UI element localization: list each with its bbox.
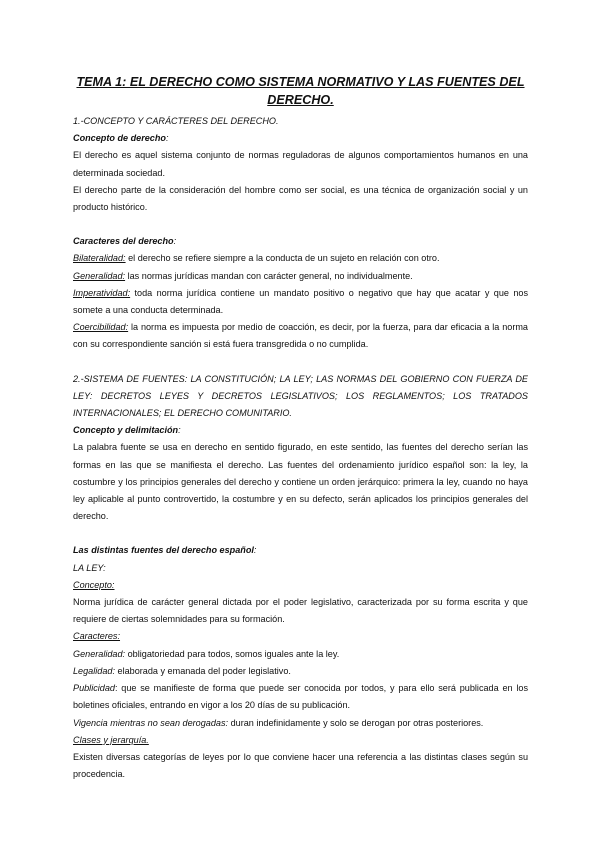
concepto-paragraph: Norma jurídica de carácter general dictada por el poder legislativo, caracterizada por su forma escrita y que requiere de ciertas solemnidades para su formación. bbox=[73, 597, 528, 625]
colon: : bbox=[165, 133, 169, 144]
ley-char-term: Vigencia mientras no sean derogadas: bbox=[73, 717, 229, 728]
ley-char-term: Generalidad: bbox=[73, 648, 126, 659]
concepto-label: Concepto: bbox=[73, 579, 115, 590]
char-item bbox=[73, 250, 528, 267]
char-text: la norma es impuesta por medio de coacción, es decir, por la fuerza, para dar eficacia a la norma con su correspondiente sanción si está fuera transgredida o no cumplida. bbox=[73, 322, 528, 350]
ley-char-item bbox=[73, 663, 528, 680]
section2-heading: 2.-SISTEMA DE FUENTES: LA CONSTITUCIÓN; LA LEY; LAS NORMAS DEL GOBIERNO CON FUERZA DE LEY: DECRETOS LEYES Y DECRETOS LEGISLATIVOS; LOS REGLAMENTOS; LOS TRATADOS INTERNACIONALES; EL DERECHO COMUNITARIO. bbox=[73, 373, 528, 419]
ley-char-text: elaborada y emanada del poder legislativo. bbox=[114, 665, 291, 676]
spacer bbox=[73, 354, 528, 371]
char-term: Generalidad: bbox=[73, 270, 126, 281]
char-text: toda norma jurídica contiene un mandato positivo o negativo que hay que acatar y que nos somete a una conducta determinada. bbox=[73, 287, 528, 316]
ley-label: LA LEY: bbox=[73, 562, 106, 573]
char-term: Coercibilidad: bbox=[73, 322, 129, 333]
colon: : bbox=[178, 425, 181, 436]
ley-char-item bbox=[73, 680, 528, 714]
ley-char-text: duran indefinidamente y solo se derogan por otras posteriores. bbox=[228, 717, 484, 728]
colon: : bbox=[253, 545, 257, 556]
document-page bbox=[73, 74, 528, 783]
section1-heading: 1.-CONCEPTO Y CARÁCTERES DEL DERECHO. bbox=[73, 116, 279, 126]
document-title: TEMA 1: EL DERECHO COMO SISTEMA NORMATIVO Y LAS FUENTES DEL DERECHO. bbox=[76, 75, 525, 107]
char-term: Imperatividad: bbox=[73, 287, 131, 298]
delim-heading-line bbox=[73, 422, 528, 439]
sources-heading: Las distintas fuentes del derecho español bbox=[73, 545, 254, 556]
char-text: el derecho se refiere siempre a la conducta de un sujeto en relación con otro. bbox=[125, 253, 440, 264]
delim-heading: Concepto y delimitación bbox=[73, 425, 179, 436]
concept-heading: Concepto de derecho bbox=[73, 133, 166, 144]
char-item bbox=[73, 285, 528, 319]
ley-char-item bbox=[73, 715, 528, 732]
char-term: Bilateralidad: bbox=[73, 253, 126, 264]
sources-heading-line bbox=[73, 542, 528, 559]
concept-heading-line bbox=[73, 130, 528, 147]
concept-paragraph-1: El derecho es aquel sistema conjunto de normas reguladoras de algunos comportamientos humanos en una determinada sociedad. bbox=[73, 150, 528, 178]
spacer bbox=[73, 525, 528, 542]
clases-paragraph: Existen diversas categorías de leyes por lo que conviene hacer una referencia a las distintas clases según su procedencia. bbox=[73, 751, 528, 780]
ley-char-term: Publicidad bbox=[73, 683, 115, 694]
caracteres-label: Caracteres: bbox=[73, 631, 121, 642]
char-text: las normas jurídicas mandan con carácter general, no individualmente. bbox=[125, 270, 413, 281]
ley-char-term: Legalidad: bbox=[73, 665, 115, 676]
chars-heading: Caracteres del derecho bbox=[73, 236, 174, 247]
colon: : bbox=[173, 236, 177, 247]
char-item bbox=[73, 319, 528, 353]
spacer bbox=[73, 216, 528, 233]
concept-paragraph-2: El derecho parte de la consideración del hombre como ser social, es una técnica de organización social y un producto histórico. bbox=[73, 184, 528, 213]
ley-char-text: obligatoriedad para todos, somos iguales ante la ley. bbox=[125, 648, 340, 659]
delim-paragraph: La palabra fuente se usa en derecho en sentido figurado, en este sentido, las fuentes del derecho serían las formas en las que se manifiesta el derecho. Las fuentes del ordenamiento jurídico español son: la ley, la costumbre y los principios generales del derecho y contiene un orden jerárquico: primera la ley, cuando no haya ley aplicable al punto controvertido, la costumbre y en su defecto, serán aplicados los principios generales del derecho. bbox=[73, 442, 528, 522]
char-item bbox=[73, 268, 528, 285]
chars-heading-line bbox=[73, 233, 528, 250]
clases-label: Clases y jerarquía. bbox=[73, 734, 149, 745]
ley-char-item bbox=[73, 646, 528, 663]
ley-char-text: : que se manifieste de forma que puede ser conocida por todos, y para ello será publicada en los boletines oficiales, entrando en vigor a los 20 días de su publicación. bbox=[73, 683, 528, 711]
